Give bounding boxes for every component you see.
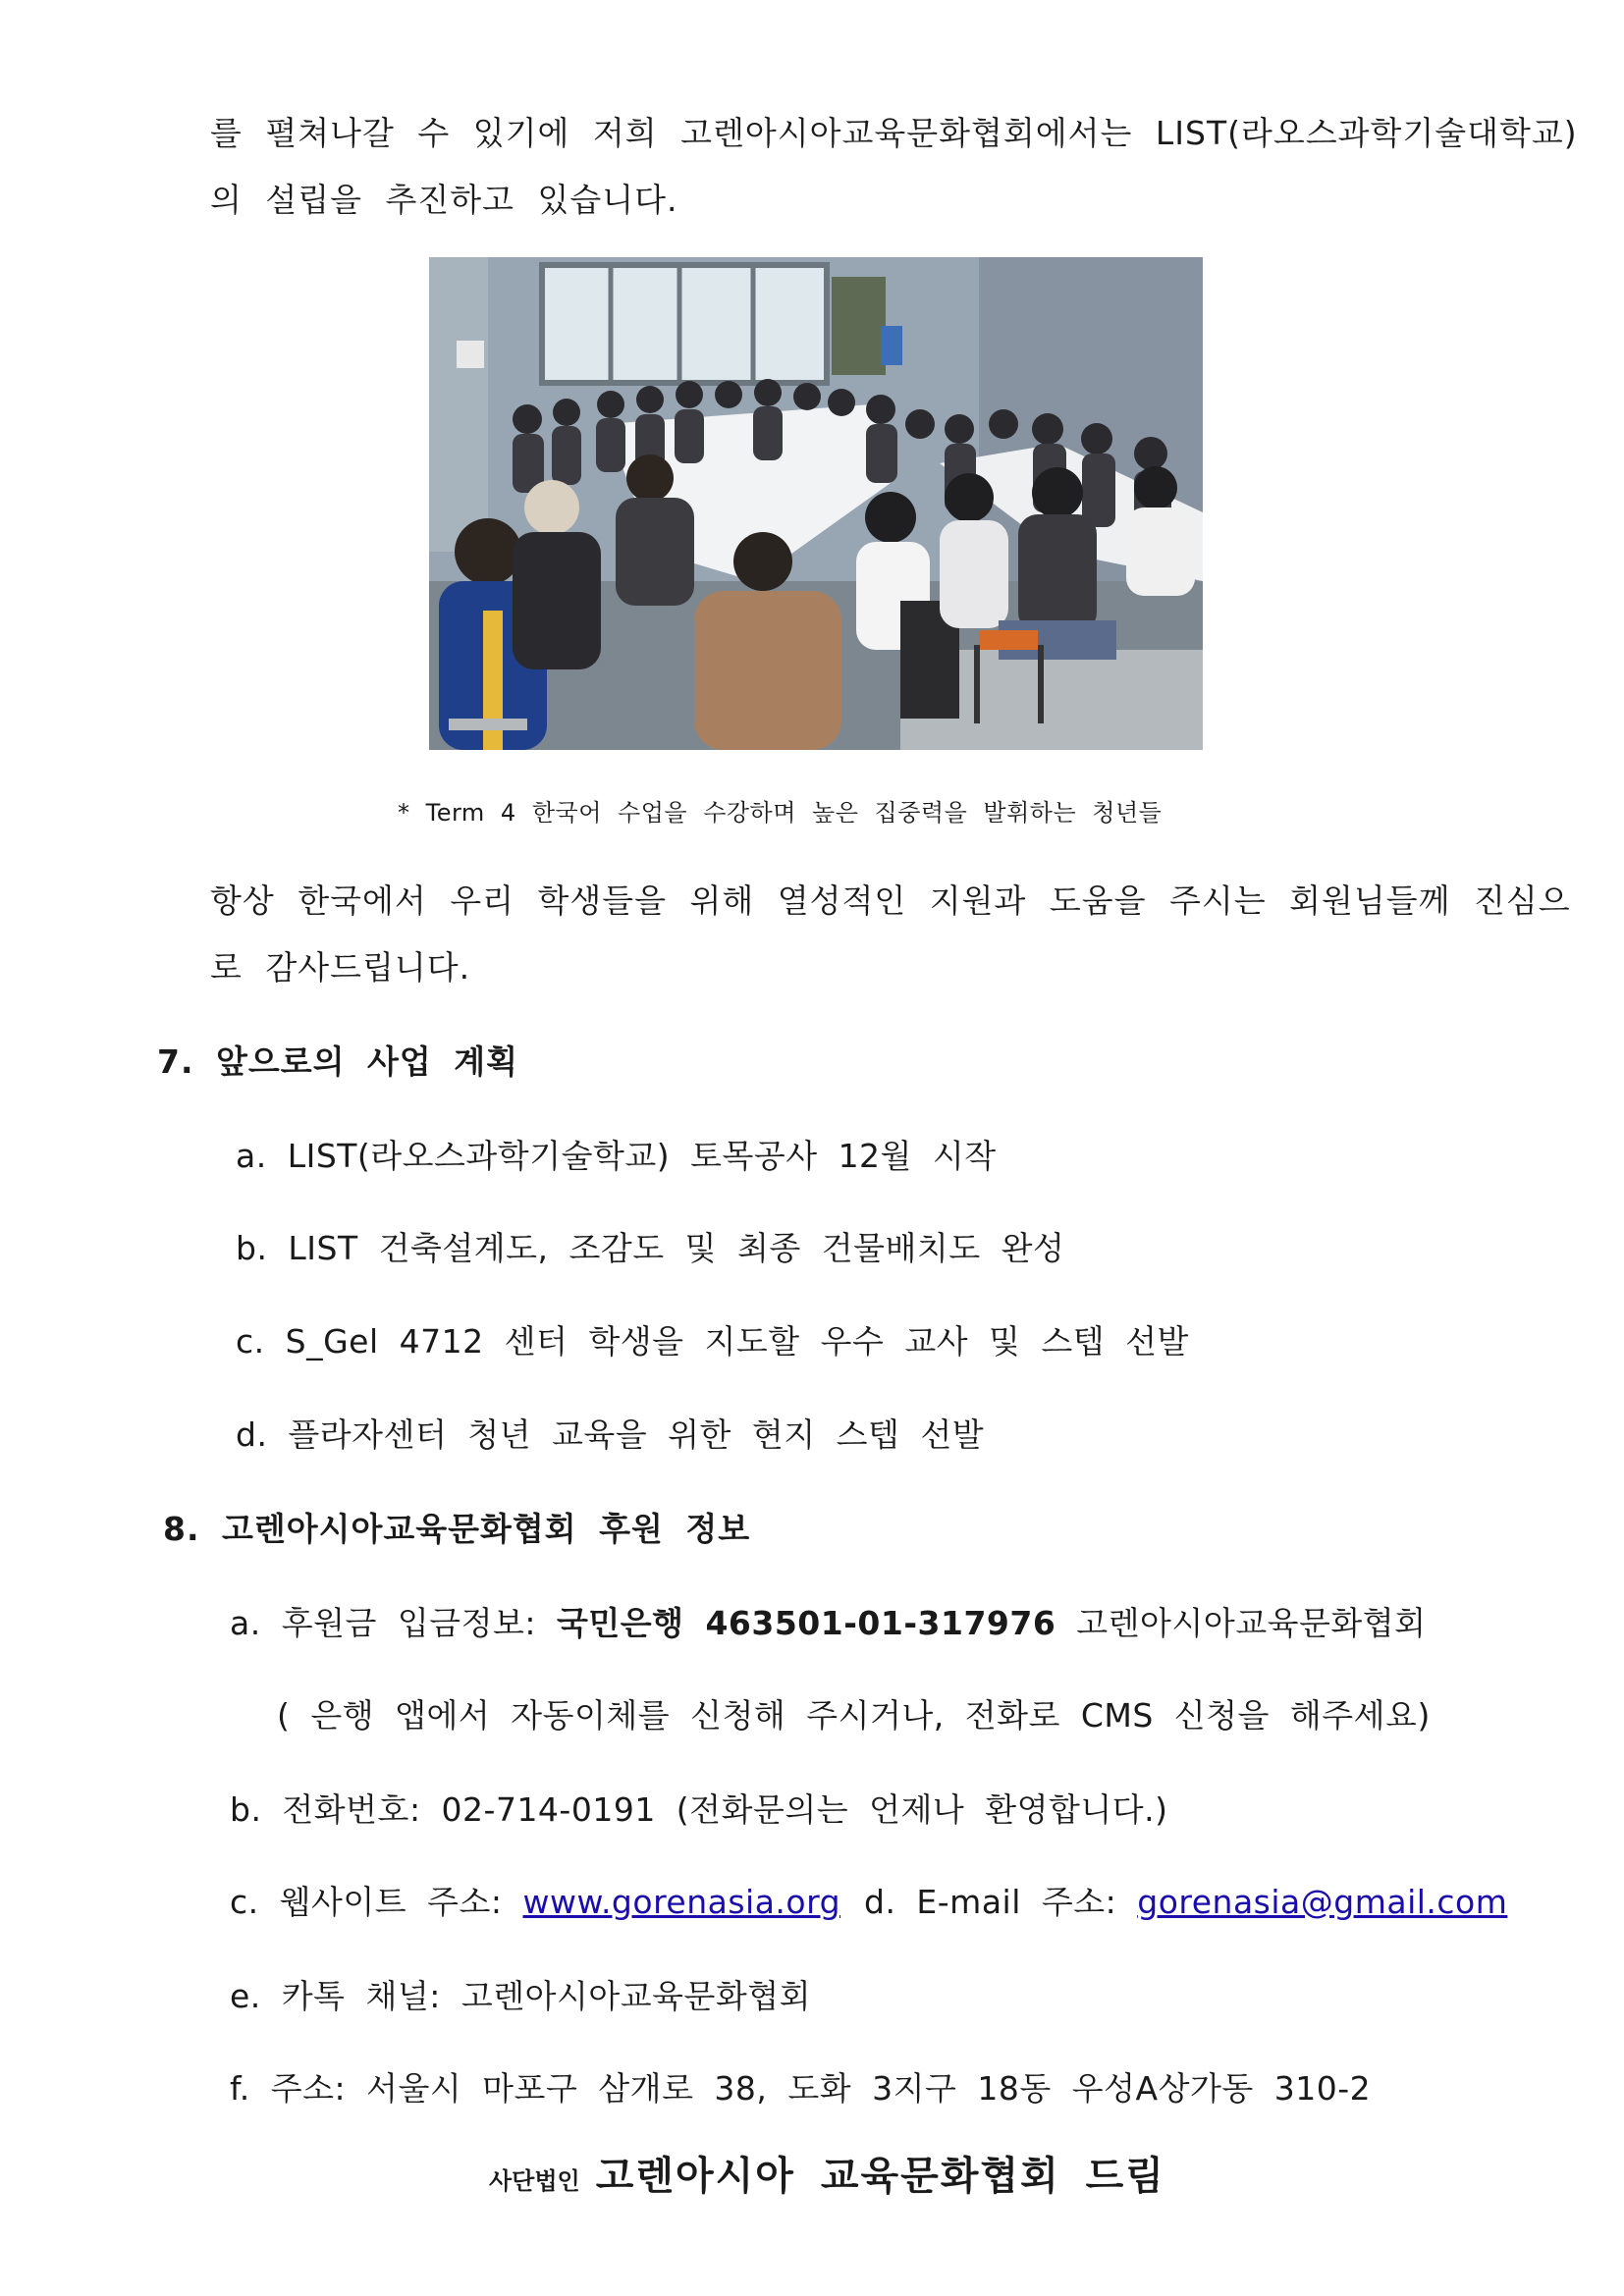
address-info: f. 주소: 서울시 마포구 삼개로 38, 도화 3지구 18동 우성A상가동 310-2 <box>230 2069 1372 2108</box>
email-link[interactable]: gorenasia@gmail.com <box>1137 1883 1508 1921</box>
section-7-item: d. 플라자센터 청년 교육을 위한 현지 스텝 선발 <box>236 1415 985 1454</box>
photo-caption: * Term 4 한국어 수업을 수강하며 높은 집중력을 발휘하는 청년들 <box>398 799 1163 827</box>
donation-note: ( 은행 앱에서 자동이체를 신청해 주시거나, 전화로 CMS 신청을 해주세요) <box>277 1696 1431 1735</box>
donation-label: a. 후원금 입금정보: <box>230 1604 557 1642</box>
website-link[interactable]: www.gorenasia.org <box>522 1883 841 1921</box>
bank-account: 국민은행 463501-01-317976 <box>556 1604 1056 1642</box>
closing-signature <box>489 2145 1165 2201</box>
kakao-channel-info: e. 카톡 채널: 고렌아시아교육문화협회 <box>230 1977 812 2015</box>
section-7-item: b. LIST 건축설계도, 조감도 및 최종 건물배치도 완성 <box>236 1229 1065 1267</box>
account-holder: 고렌아시아교육문화협회 <box>1056 1604 1427 1642</box>
thanks-line-1: 항상 한국에서 우리 학생들을 위해 열성적인 지원과 도움을 주시는 회원님들께 진심으 <box>210 881 1571 920</box>
email-label: d. E-mail 주소: <box>864 1883 1138 1921</box>
section-7-item: a. LIST(라오스과학기술학교) 토목공사 12월 시작 <box>236 1137 997 1175</box>
website-label: c. 웹사이트 주소: <box>230 1883 523 1921</box>
thanks-line-2: 로 감사드립니다. <box>210 948 471 987</box>
website-info <box>230 1877 840 1923</box>
classroom-photo <box>429 257 1203 750</box>
section-7-item: c. S_Gel 4712 센터 학생을 지도할 우수 교사 및 스텝 선발 <box>236 1322 1189 1361</box>
donation-info <box>230 1598 1426 1644</box>
section-8-heading: 8. 고렌아시아교육문화협회 후원 정보 <box>163 1510 751 1548</box>
section-7-heading: 7. 앞으로의 사업 계획 <box>157 1042 518 1081</box>
intro-line-1: 를 펼쳐나갈 수 있기에 저희 고렌아시아교육문화협회에서는 LIST(라오스과학기술대학교) <box>210 114 1578 152</box>
phone-info: b. 전화번호: 02-714-0191 (전화문의는 언제나 환영합니다.) <box>230 1790 1168 1829</box>
intro-line-2: 의 설립을 추진하고 있습니다. <box>210 181 678 219</box>
closing-org-name: 고렌아시아 교육문화협회 드림 <box>595 2154 1165 2199</box>
closing-org-type: 사단법인 <box>489 2167 580 2195</box>
email-info <box>864 1877 1507 1923</box>
